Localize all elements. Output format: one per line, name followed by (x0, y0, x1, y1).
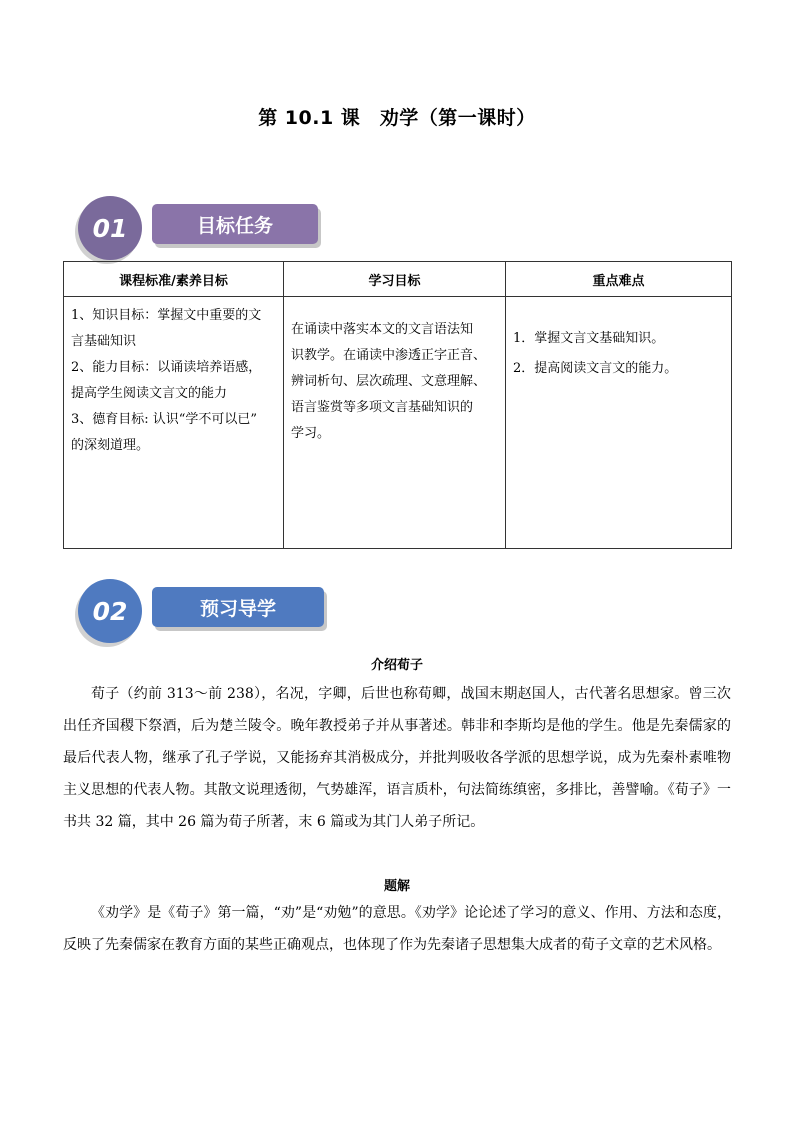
cell-line: 语言鉴赏等多项文言基础知识的 (291, 400, 474, 415)
intro-paragraph: 荀子（约前 313～前 238），名况，字卿，后世也称荀卿，战国末期赵国人，古代著名思想家。曾三次出任齐国稷下祭酒，后为楚兰陵令。晚年教授弟子并从事著述。韩非和李斯均是他的学生。他是先秦儒家的最后代表人物，继承了孔子学说，又能扬弃其消极成分，并批判吸收各学派的思想学说，成为先秦朴素唯物主义思想的代表人物。其散文说理透彻，气势雄浑，语言质朴，句法简练缜密，多排比，善譬喻。《荀子》一书共 32 篇，其中 26 篇为荀子所著，末 6 篇或为其门人弟子所记。 (63, 686, 731, 830)
section-header-preview (78, 579, 338, 649)
section-header-goals (78, 196, 338, 266)
curriculum-standards-cell (64, 297, 284, 549)
cell-line: 辨词析句、层次疏理、文意理解、 (291, 374, 487, 389)
learning-goals-cell (284, 297, 506, 549)
section-label: 目标任务 (152, 204, 318, 244)
cell-line: 1、知识目标：掌握文中重要的文 (71, 308, 262, 323)
table-row (64, 297, 732, 549)
column-header: 重点难点 (506, 262, 732, 297)
cell-line: 的深刻道理。 (71, 438, 150, 453)
section-number-badge: 01 (78, 196, 142, 260)
cell-line: 2、能力目标：以诵读培养语感， (71, 360, 262, 375)
goals-table (63, 261, 732, 549)
cell-line: 2．提高阅读文言文的能力。 (513, 361, 678, 376)
column-header: 学习目标 (284, 262, 506, 297)
column-header: 课程标准/素养目标 (64, 262, 284, 297)
section-number-badge: 02 (78, 579, 142, 643)
cell-line: 识教学。在诵读中渗透正字正音、 (291, 348, 487, 363)
cell-line: 在诵读中落实本文的文言语法知 (291, 322, 474, 337)
intro-heading: 介绍荀子 (370, 658, 423, 673)
title-explain-paragraph: 《劝学》是《荀子》第一篇，“劝”是“劝勉”的意思。《劝学》论论述了学习的意义、作用、方法和态度，反映了先秦儒家在教育方面的某些正确观点，也体现了作为先秦诸子思想集大成者的荀子文章的艺术风格。 (63, 905, 731, 953)
cell-line: 3、德育目标: 认识“学不可以已” (71, 412, 258, 427)
title-explain-heading: 题解 (383, 879, 410, 894)
cell-line: 言基础知识 (71, 334, 137, 349)
cell-line: 1．掌握文言文基础知识。 (513, 331, 665, 346)
page-title: 第 10.1 课 劝学（第一课时） (258, 107, 536, 129)
cell-line: 提高学生阅读文言文的能力 (71, 386, 228, 401)
section-label: 预习导学 (152, 587, 324, 627)
key-points-cell (506, 297, 732, 549)
cell-line: 学习。 (291, 426, 331, 441)
table-header-row (64, 262, 732, 297)
